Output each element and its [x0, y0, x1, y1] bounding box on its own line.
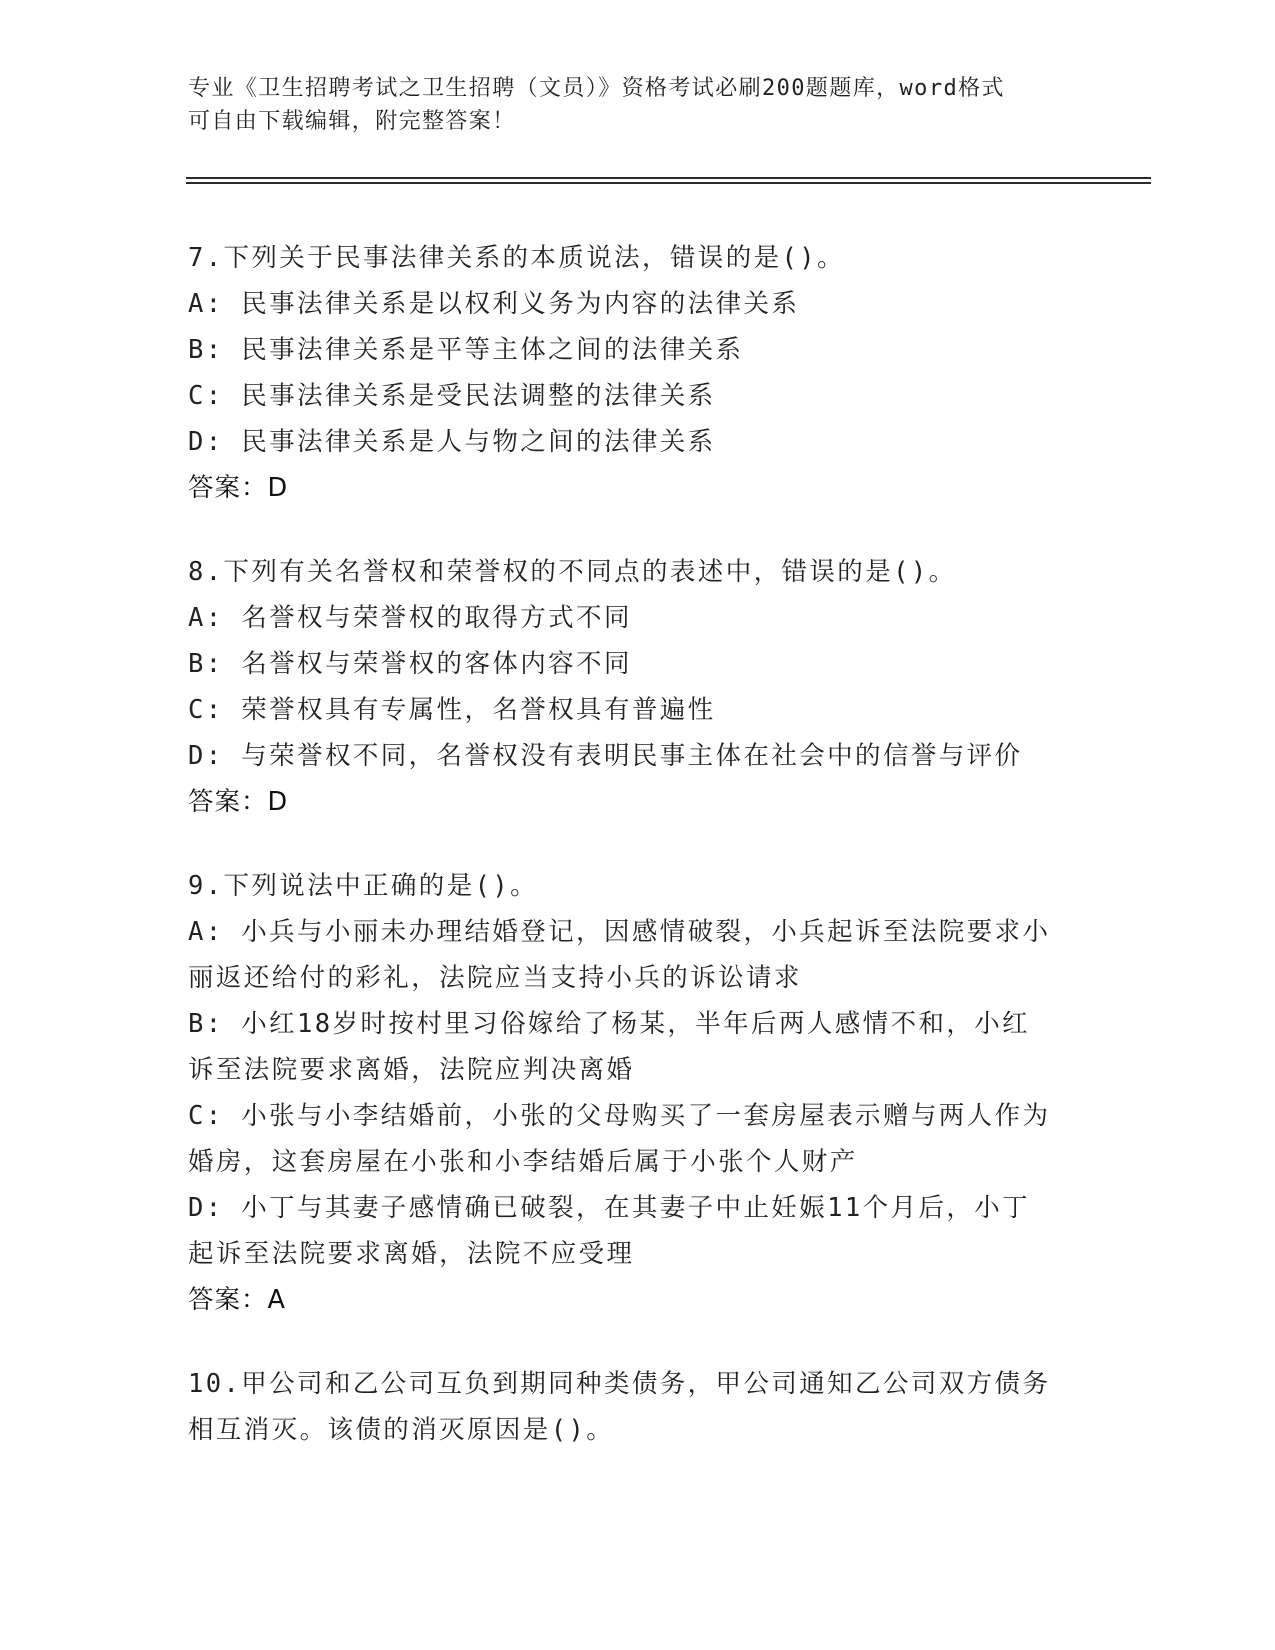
answer-label: 答案：	[188, 787, 268, 817]
answer-line	[188, 779, 1088, 825]
option-a-line-1: A: 小兵与小丽未办理结婚登记，因感情破裂，小兵起诉至法院要求小	[188, 917, 1051, 947]
question-9	[188, 863, 1088, 1323]
option-c-line-1: C: 小张与小李结婚前，小张的父母购买了一套房屋表示赠与两人作为	[188, 1101, 1051, 1131]
option-b: B: 民事法律关系是平等主体之间的法律关系	[188, 335, 744, 365]
option-c: C: 民事法律关系是受民法调整的法律关系	[188, 381, 716, 411]
option-b-line-1: B: 小红18岁时按村里习俗嫁给了杨某，半年后两人感情不和，小红	[188, 1009, 1031, 1039]
option-b-line-2: 诉至法院要求离婚，法院应判决离婚	[188, 1055, 635, 1085]
option-c-line-2: 婚房，这套房屋在小张和小李结婚后属于小张个人财产	[188, 1147, 858, 1177]
answer-value: D	[267, 787, 289, 817]
answer-label: 答案：	[188, 473, 268, 503]
question-stem-line-2: 相互消灭。该债的消灭原因是()。	[188, 1415, 615, 1445]
option-d-line-1: D: 小丁与其妻子感情确已破裂，在其妻子中止妊娠11个月后，小丁	[188, 1193, 1031, 1223]
question-10	[188, 1361, 1088, 1453]
answer-label: 答案：	[188, 1285, 268, 1315]
option-c: C: 荣誉权具有专属性，名誉权具有普遍性	[188, 695, 716, 725]
question-list	[188, 235, 1088, 1491]
header-divider-top	[186, 177, 1151, 179]
question-stem: 8.下列有关名誉权和荣誉权的不同点的表述中，错误的是()。	[188, 557, 957, 587]
question-7	[188, 235, 1088, 511]
question-stem: 9.下列说法中正确的是()。	[188, 871, 539, 901]
header-line: 专业《卫生招聘考试之卫生招聘（文员）》资格考试必刷200题题库，word格式	[188, 76, 1005, 101]
option-d: D: 民事法律关系是人与物之间的法律关系	[188, 427, 716, 457]
document-header	[188, 72, 1088, 138]
option-b: B: 名誉权与荣誉权的客体内容不同	[188, 649, 632, 679]
question-stem: 7.下列关于民事法律关系的本质说法，错误的是()。	[188, 243, 845, 273]
header-line: 可自由下载编辑，附完整答案！	[188, 109, 516, 134]
option-a-line-2: 丽返还给付的彩礼，法院应当支持小兵的诉讼请求	[188, 963, 802, 993]
option-a: A: 名誉权与荣誉权的取得方式不同	[188, 603, 632, 633]
question-8	[188, 549, 1088, 825]
option-d: D: 与荣誉权不同，名誉权没有表明民事主体在社会中的信誉与评价	[188, 741, 1023, 771]
option-a: A: 民事法律关系是以权利义务为内容的法律关系	[188, 289, 800, 319]
option-d-line-2: 起诉至法院要求离婚，法院不应受理	[188, 1239, 635, 1269]
answer-line	[188, 1277, 1088, 1323]
answer-line	[188, 465, 1088, 511]
question-stem-line-1: 10.甲公司和乙公司互负到期同种类债务，甲公司通知乙公司双方债务	[188, 1369, 1051, 1399]
header-divider-bottom	[186, 182, 1151, 184]
answer-value: D	[267, 473, 289, 503]
answer-value: A	[267, 1285, 286, 1315]
